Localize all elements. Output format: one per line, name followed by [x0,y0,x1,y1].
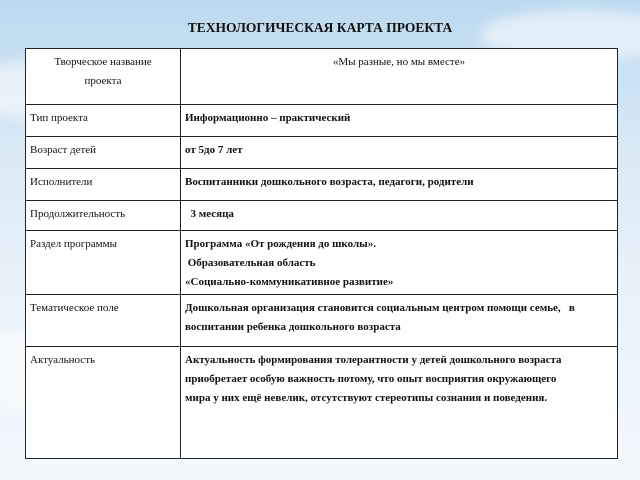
row-value [181,105,618,137]
row-value-line: от 5до 7 лет [185,144,243,156]
table-row [26,295,618,347]
row-value-line: Воспитанники дошкольного возраста, педагоги, родители [185,176,474,188]
row-value-line: Информационно – практический [185,112,351,124]
row-label: Тематическое поле [26,295,181,347]
row-value [181,169,618,201]
row-value-line: «Социально-коммуникативное развитие» [185,276,394,288]
table-row [26,231,618,295]
project-name: «Мы разные, но мы вместе» [332,56,466,68]
table-row [26,105,618,137]
row-value [181,347,618,459]
table-row [26,137,618,169]
row-value-line: приобретает особую важность потому, что опыт восприятия окружающего [185,373,557,385]
row-value-line: 3 месяца [185,208,234,220]
row-value-line: воспитании ребенка дошкольного возраста [185,321,401,333]
row-value [181,137,618,169]
project-card-table [25,48,618,459]
row-label: Тип проекта [26,105,181,137]
row-value [181,201,618,231]
table-row [26,347,618,459]
row-label: Продолжительность [26,201,181,231]
header-label-line: Творческое название [54,56,152,68]
row-label: Актуальность [26,347,181,459]
table-row [26,49,618,105]
row-value-line: мира у них ещё невелик, отсутствуют стереотипы сознания и поведения. [185,392,548,404]
table-row [26,201,618,231]
row-value [181,295,618,347]
page-title: ТЕХНОЛОГИЧЕСКАЯ КАРТА ПРОЕКТА [187,20,453,35]
row-label: Исполнители [26,169,181,201]
row-value-line: Образовательная область [185,257,316,269]
row-value-line: Дошкольная организация становится социальным центром помощи семье, в [185,302,575,314]
row-value-line: Программа «От рождения до школы». [185,238,376,250]
header-label-line: проекта [84,75,122,87]
row-value [181,231,618,295]
row-label: Возраст детей [26,137,181,169]
table-row [26,169,618,201]
row-label: Раздел программы [26,231,181,295]
header-label-cell [26,49,181,105]
row-value-line: Актуальность формирования толерантности у детей дошкольного возраста [185,354,562,366]
header-value-cell [181,49,618,105]
